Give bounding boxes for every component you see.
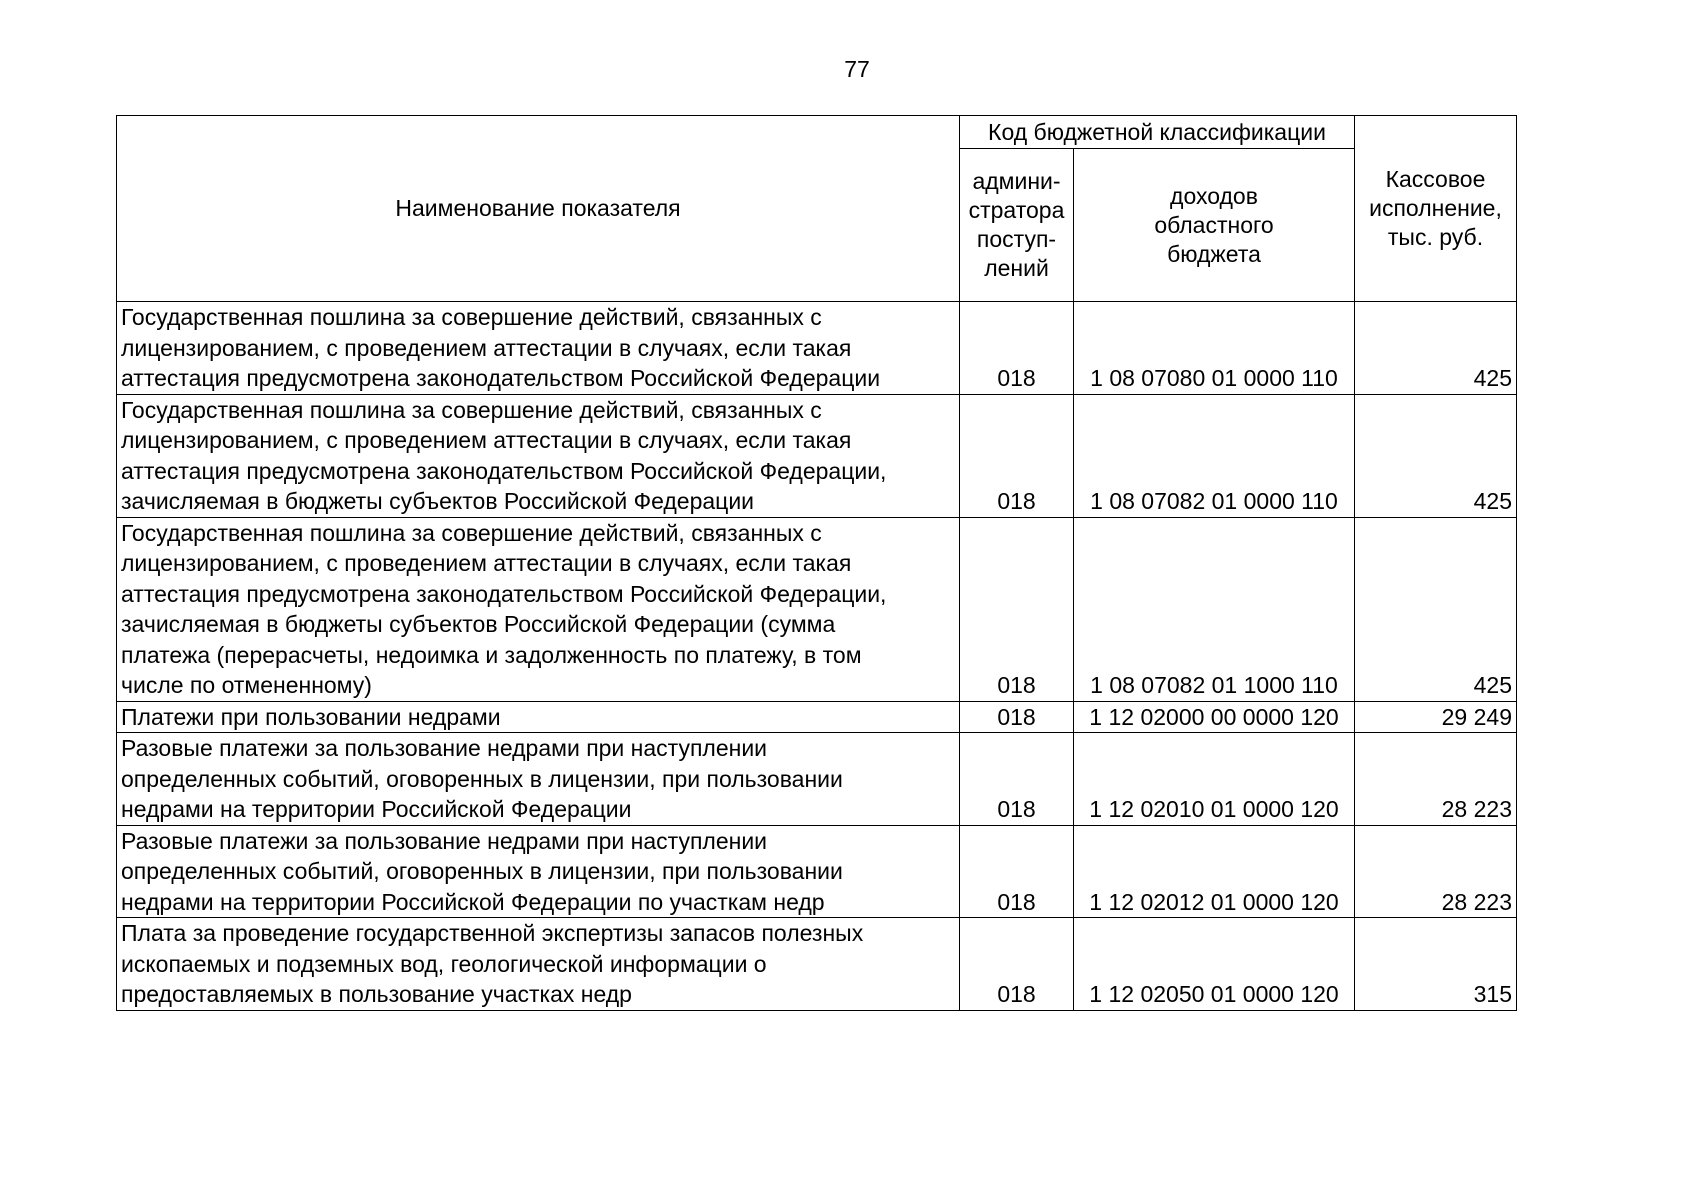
revenue-table [116, 115, 1517, 1011]
indicator-name-line: лицензированием, с проведением аттестации в случаях, если такая [121, 334, 852, 361]
amount-cell: 425 [1355, 517, 1517, 701]
indicator-name-line: ископаемых и подземных вод, геологической информации о [121, 950, 767, 977]
indicator-name-line: аттестация предусмотрена законодательством Российской Федерации, [121, 580, 887, 607]
indicator-name-line: аттестация предусмотрена законодательством Российской Федерации, [121, 457, 887, 484]
amount-cell: 28 223 [1355, 825, 1517, 918]
indicator-name-cell [117, 302, 960, 395]
amount-cell: 28 223 [1355, 733, 1517, 826]
admin-code-cell: 018 [960, 918, 1074, 1011]
table-row [117, 918, 1517, 1011]
table-header [117, 116, 1517, 302]
indicator-name-line: лицензированием, с проведением аттестации в случаях, если такая [121, 427, 852, 453]
indicator-name-cell [117, 918, 960, 1011]
indicator-name-line: зачисляемая в бюджеты субъектов Российской Федерации (сумма [121, 611, 836, 637]
header-budget-code-group: Код бюджетной классификации [960, 116, 1355, 149]
indicator-name-cell [117, 517, 960, 701]
admin-code-cell: 018 [960, 302, 1074, 395]
header-revenue-administrator [960, 149, 1074, 302]
indicator-name-line: числе по отмененному) [121, 672, 372, 698]
indicator-name-line: зачисляемая в бюджеты субъектов Российской Федерации [121, 488, 755, 514]
budget-code-cell: 1 12 02000 00 0000 120 [1074, 701, 1355, 733]
budget-code-cell: 1 12 02012 01 0000 120 [1074, 825, 1355, 918]
admin-code-cell: 018 [960, 517, 1074, 701]
header-admin-line: лений [984, 255, 1049, 281]
header-cash-execution [1355, 116, 1517, 302]
header-admin-line: стратора [968, 197, 1065, 223]
table-row [117, 517, 1517, 701]
indicator-name-line: Государственная пошлина за совершение действий, связанных с [121, 396, 822, 423]
header-code-line: доходов [1170, 182, 1258, 209]
table-row [117, 733, 1517, 826]
amount-cell: 425 [1355, 394, 1517, 517]
admin-code-cell: 018 [960, 394, 1074, 517]
indicator-name-line: аттестация предусмотрена законодательством Российской Федерации [121, 365, 881, 391]
page-number: 77 [844, 56, 870, 82]
admin-code-cell: 018 [960, 733, 1074, 826]
indicator-name-line: определенных событий, оговоренных в лицензии, при пользовании [121, 765, 843, 792]
budget-code-cell: 1 12 02010 01 0000 120 [1074, 733, 1355, 826]
admin-code-cell: 018 [960, 825, 1074, 918]
admin-code-cell: 018 [960, 701, 1074, 733]
indicator-name-cell [117, 825, 960, 918]
indicator-name-line: лицензированием, с проведением аттестации в случаях, если такая [121, 550, 852, 576]
header-admin-line: поступ- [976, 226, 1057, 252]
indicator-name-line: Государственная пошлина за совершение действий, связанных с [121, 304, 822, 330]
indicator-name-line: платежа (перерасчеты, недоимка и задолженность по платежу, в том [121, 641, 862, 668]
indicator-name-line: определенных событий, оговоренных в лицензии, при пользовании [121, 858, 843, 884]
header-code-line: областного [1154, 211, 1274, 238]
indicator-name-line: Разовые платежи за пользование недрами при наступлении [121, 735, 768, 761]
budget-code-cell: 1 08 07082 01 1000 110 [1074, 517, 1355, 701]
budget-code-cell: 1 12 02050 01 0000 120 [1074, 918, 1355, 1011]
header-code-line: бюджета [1167, 240, 1261, 267]
indicator-name-line: Плата за проведение государственной экспертизы запасов полезных [121, 920, 864, 946]
indicator-name-cell [117, 394, 960, 517]
header-execution-line: тыс. руб. [1387, 224, 1484, 250]
budget-code-cell: 1 08 07080 01 0000 110 [1074, 302, 1355, 395]
table-row [117, 825, 1517, 918]
indicator-name-line: предоставляемых в пользование участках недр [121, 981, 632, 1007]
indicator-name-cell [117, 701, 960, 733]
header-regional-budget-revenue [1074, 149, 1355, 302]
indicator-name-cell [117, 733, 960, 826]
table-row [117, 701, 1517, 733]
amount-cell: 425 [1355, 302, 1517, 395]
header-execution-line: исполнение, [1369, 195, 1502, 221]
amount-cell: 315 [1355, 918, 1517, 1011]
header-indicator-name: Наименование показателя [117, 116, 960, 302]
indicator-name-line: Платежи при пользовании недрами [121, 703, 501, 730]
indicator-name-line: Государственная пошлина за совершение действий, связанных с [121, 519, 822, 546]
header-execution-line: Кассовое [1385, 166, 1486, 192]
table-row [117, 394, 1517, 517]
indicator-name-line: недрами на территории Российской Федерации по участкам недр [121, 888, 825, 915]
header-admin-line: админи- [972, 168, 1061, 194]
budget-code-cell: 1 08 07082 01 0000 110 [1074, 394, 1355, 517]
table-row [117, 302, 1517, 395]
indicator-name-line: Разовые платежи за пользование недрами при наступлении [121, 827, 768, 854]
amount-cell: 29 249 [1355, 701, 1517, 733]
indicator-name-line: недрами на территории Российской Федерации [121, 796, 632, 822]
